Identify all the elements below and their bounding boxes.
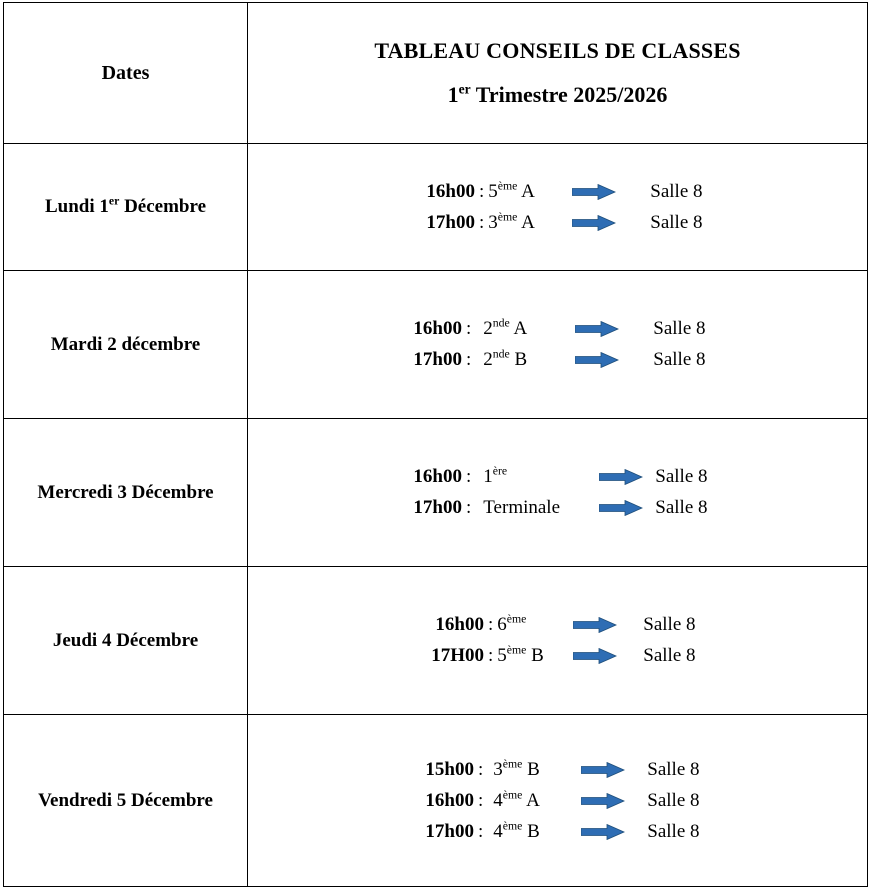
day-label-cell [4,144,248,271]
entry-class [475,349,569,371]
entry-room: Salle 8 [643,614,696,635]
arrow-icon [573,617,617,633]
entry-room: Salle 8 [643,645,696,666]
arrow-icon [581,824,625,840]
table-row [4,419,868,567]
day-label-cell [4,567,248,715]
entry-class-sup: ème [502,819,523,833]
entry-class-pre: 4 [493,820,503,842]
entry-class-post: A [522,789,540,811]
entry-class-sup: ème [502,788,523,802]
entry-class-post: B [522,758,540,780]
day-label-cell [4,419,248,567]
day-entries-cell [248,271,868,419]
day-label-pre: Lundi 1 [44,196,109,217]
title-line-2 [248,82,867,108]
entry-class [487,821,577,843]
schedule-entry [248,349,867,371]
entry-class [475,318,569,340]
entry-separator: : [466,318,472,339]
entry-time: 16h00 [426,180,475,202]
entry-separator: : [488,614,494,635]
document-page [0,2,870,887]
entry-class [488,181,566,203]
entry-room: Salle 8 [647,820,700,842]
title-line-2-sup: er [458,81,471,97]
entry-time: 17h00 [425,820,474,842]
title-line-2-pre: 1 [447,82,459,107]
entry-class-post: B [522,820,540,842]
title-line-2-post: Trimestre 2025/2026 [470,82,668,107]
entry-class-pre: 4 [493,789,503,811]
day-label-pre: Mercredi 3 Décembre [37,481,214,503]
entry-separator: : [478,758,484,780]
schedule-entry [248,212,867,234]
entry-room: Salle 8 [650,211,703,233]
entry-room: Salle 8 [655,466,708,487]
arrow-icon [573,648,617,664]
entry-class [497,645,569,667]
arrow-icon [581,762,625,778]
arrow-icon [599,500,643,516]
table-row [4,567,868,715]
entry-class [497,614,569,636]
entry-class-pre: 6 [497,614,507,635]
entry-time: 17h00 [413,497,462,518]
table-row [4,271,868,419]
arrow-icon [575,352,619,368]
entry-separator: : [478,789,484,811]
arrow-icon [575,321,619,337]
entry-room: Salle 8 [647,789,700,811]
header-dates-cell [4,3,248,144]
entry-separator: : [466,497,472,518]
entry-class-sup: ème [497,179,518,193]
entry-separator: : [488,645,494,666]
arrow-icon [599,469,643,485]
schedule-entry [248,497,867,519]
title-line-1: TABLEAU CONSEILS DE CLASSES [374,38,741,63]
arrow-icon [572,184,616,200]
day-entries-cell [248,567,868,715]
entry-class-post: B [526,645,544,666]
entry-separator: : [466,349,472,370]
entry-class-pre: 3 [488,211,498,233]
entry-class-sup: ème [506,612,527,626]
entry-class [487,759,577,781]
entry-class-pre: 5 [497,645,507,666]
day-label-sup: er [108,194,120,208]
schedule-entry [248,466,867,488]
entry-time: 17h00 [413,349,462,370]
day-label-post: Décembre [119,196,207,217]
entry-separator: : [479,180,485,202]
entry-class-pre: 5 [488,180,498,202]
entry-class-pre: 2 [483,349,493,370]
table-row [4,715,868,887]
entry-class-sup: nde [492,347,510,361]
entry-class-post: A [517,211,535,233]
entry-class-pre: 2 [483,318,493,339]
entry-room: Salle 8 [653,318,706,339]
entry-separator: : [479,211,485,233]
schedule-entry [248,318,867,340]
day-label-cell [4,271,248,419]
entry-class [488,212,566,234]
entry-class-sup: ème [506,643,527,657]
entry-room: Salle 8 [655,497,708,518]
arrow-icon [572,215,616,231]
entry-separator: : [466,466,472,487]
entry-room: Salle 8 [650,180,703,202]
day-entries-cell [248,419,868,567]
entry-time: 16h00 [413,466,462,487]
header-title-cell [248,3,868,144]
schedule-entry [248,181,867,203]
entry-class-post: B [509,349,528,370]
entry-class-post: A [517,180,535,202]
schedule-entry [248,759,867,781]
entry-class-sup: ère [492,464,508,478]
conseils-de-classes-table [3,2,868,887]
day-entries-cell [248,144,868,271]
entry-separator: : [478,820,484,842]
schedule-entry [248,614,867,636]
entry-class-post: A [509,318,528,339]
table-header-row [4,3,868,144]
arrow-icon [581,793,625,809]
entry-class-pre: 1 [483,466,493,487]
entry-room: Salle 8 [653,349,706,370]
header-dates-label: Dates [101,61,150,84]
entry-time: 15h00 [425,758,474,780]
day-label-pre: Mardi 2 décembre [50,333,201,355]
schedule-entry [248,821,867,843]
entry-class-pre: 3 [493,758,503,780]
entry-class-pre: Terminale [483,497,561,518]
entry-class-sup: nde [492,316,510,330]
entry-room: Salle 8 [647,758,700,780]
schedule-entry [248,645,867,667]
day-label-cell [4,715,248,887]
day-entries-cell [248,715,868,887]
entry-time: 17H00 [431,645,484,666]
entry-time: 16h00 [413,318,462,339]
day-label-pre: Vendredi 5 Décembre [38,789,213,811]
entry-class [475,466,595,488]
entry-time: 16h00 [435,614,484,635]
schedule-entry [248,790,867,812]
entry-time: 17h00 [426,211,475,233]
entry-time: 16h00 [425,789,474,811]
entry-class-sup: ème [502,757,523,771]
day-label-pre: Jeudi 4 Décembre [52,629,199,651]
entry-class [475,497,595,519]
entry-class-sup: ème [497,210,518,224]
entry-class [487,790,577,812]
table-row [4,144,868,271]
